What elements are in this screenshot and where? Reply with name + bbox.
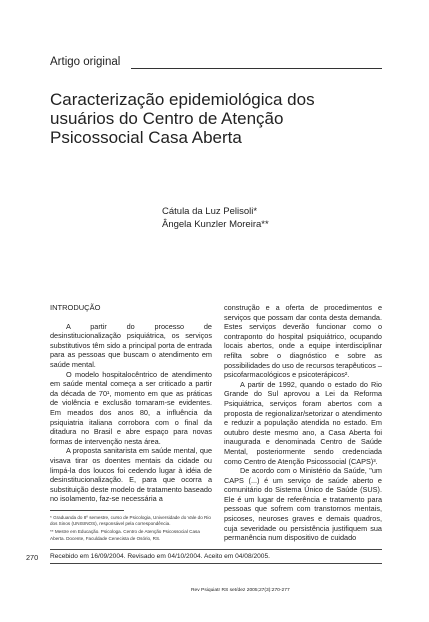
footnote-rule [50, 510, 124, 511]
body-paragraph: De acordo com o Ministério da Saúde, "um CAPS (...) é um serviço de saúde aberto e comunitário do Sistema Único de Saúde (SUS). Ele é um lugar de referência e tratamento para pessoas que sofrem com transtornos mentais, psicoses, neuroses graves e demais quadros, cuja severidade ou persistência justifiquem sua permanência num dispositivo de cuidado [224, 466, 382, 543]
body-column-right [224, 303, 382, 543]
article-title: Caracterização epidemiológica dos usuários do Centro de Atenção Psicossocial Casa Aberta [50, 90, 315, 147]
body-paragraph: A partir de 1992, quando o estado do Rio Grande do Sul aprovou a Lei da Reforma Psiquiátrica, serviços foram abertos com a proposta de regionalizar/setorizar o atendimento e reduzir a população atendida no estado. Em outubro deste mesmo ano, a Casa Aberta foi inaugurada e denominada Centro de Saúde Mental, posteriormente sendo credenciada como Centro de Atenção Psicossocial (CAPS)³. [224, 379, 382, 466]
footnotes [50, 515, 215, 544]
page-number: 270 [26, 553, 39, 562]
section-heading: INTRODUÇÃO [50, 303, 101, 312]
journal-reference: Rev Psiquiatr RS set/dez 2005;27(3):270-277 [191, 588, 290, 593]
section-label: Artigo original [50, 56, 121, 68]
body-paragraph: A partir do processo de desinstitucionalização psiquiátrica, os serviços substitutivos têm sido a principal porta de entrada para as pessoas que buscam o atendimento em saúde mental. [50, 321, 212, 369]
received-rule-bottom [50, 563, 382, 564]
section-rule [131, 68, 382, 69]
body-paragraph: construção e a oferta de procedimentos e serviços que possam dar conta desta demanda. Estes serviços deverão funcionar como o contraponto do hospital psiquiátrico, ocupando locais abertos, onde a equipe interdisciplinar refilta sobre o diagnóstico e sobre as possibilidades do uso de recursos terapêuticos – psicofarmacológicos e psicoterápicos². [224, 303, 382, 380]
body-paragraph: O modelo hospitalocêntrico de atendimento em saúde mental começa a ser criticado a partir da década de 70¹, momento em que as práticas de violência e exclusão tornaram-se evidentes. Em meados dos anos 80, a influência da psiquiatria italiana corrobora com o final da ditadura no Brasil e abre espaço para novas formas de intervenção nesta área. [50, 369, 212, 446]
footnote: ** Mestre em Educação. Psicologa. Centro de Atenção Psicossocial Casa Aberta. Docente, Faculdade Cenecista de Osório, RS. [50, 529, 200, 541]
footnote: * Graduanda do 8º semestre, curso de Psicologia, Universidade do Vale do Rio dos Sinos (UNISINOS), responsável pela correspondência. [50, 515, 211, 527]
received-dates: Recebido em 16/09/2004. Revisado em 04/10/2004. Aceito em 04/08/2005. [50, 553, 270, 560]
received-rule-top [50, 549, 382, 550]
author-name: Cátula da Luz Pelisoli* [162, 206, 258, 217]
author-name: Ângela Kunzler Moreira** [162, 218, 269, 230]
body-column-left [50, 303, 212, 504]
body-paragraph: A proposta sanitarista em saúde mental, que visava tirar os doentes mentais da cidade ou limpá-la dos loucos foi cedendo lugar à idéia de desinstitucionalização. E, para que ocorra a substituição deste modelo de tratamento baseado no isolamento, faz-se necessária a [50, 446, 212, 504]
author-list [162, 206, 269, 231]
